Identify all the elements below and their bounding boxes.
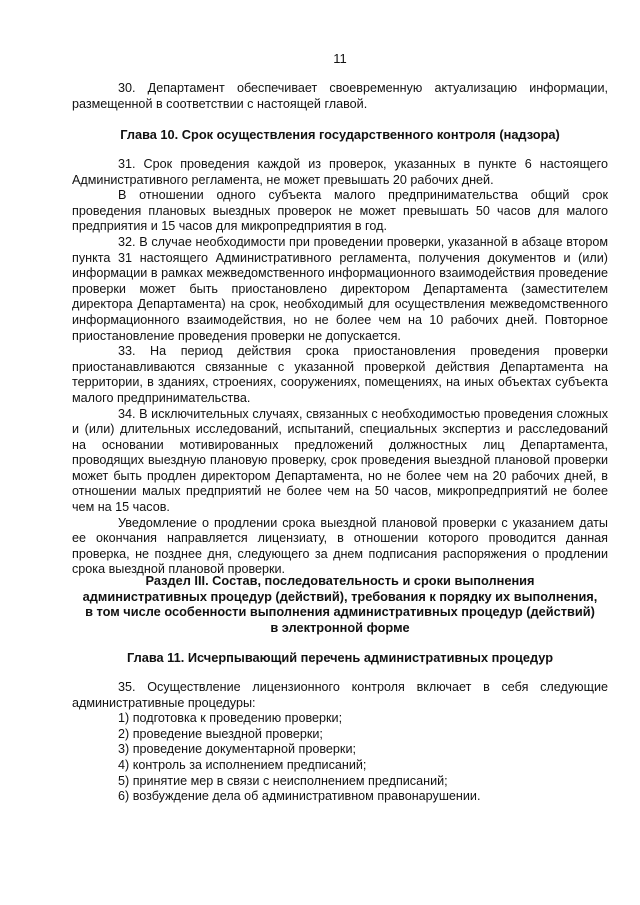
paragraph-35: 35. Осуществление лицензионного контроля включает в себя следующие административные процедуры: bbox=[72, 680, 608, 710]
section-3-title-line-4: в электронной форме bbox=[270, 619, 410, 635]
paragraph-34-second: Уведомление о продлении срока выездной плановой проверки с указанием даты ее окончания направляется лицензиату, в отношении которого проводится данная проверка, не позднее дня, следующего за днем подписания распоряжения о продлении срока выездной плановой проверки. bbox=[72, 515, 608, 577]
paragraph-34: 34. В исключительных случаях, связанных с необходимостью проведения сложных и (или) длительных исследований, испытаний, специальных экспертиз и расследований на основании мотивированных предложений должностных лиц Департамента, проводящих выездную плановую проверку, срок проведения выездной плановой проверки может быть продлен директором Департамента, но не более чем на 20 рабочих дней, в отношении малых предприятий не более чем на 50 часов, микропредприятий не более чем на 15 часов. bbox=[72, 406, 608, 515]
paragraph-31: 31. Срок проведения каждой из проверок, указанных в пункте 6 настоящего Административного регламента, не может превышать 20 рабочих дней. bbox=[72, 157, 608, 187]
section-3-title-line-1: Раздел III. Состав, последовательность и сроки выполнения bbox=[145, 573, 535, 588]
paragraph-30 bbox=[72, 81, 608, 112]
chapter-10-title: Глава 10. Срок осуществления государственного контроля (надзора) bbox=[120, 127, 560, 142]
list-item: 1) подготовка к проведению проверки; bbox=[118, 711, 343, 726]
list-item: 5) принятие мер в связи с неисполнением предписаний; bbox=[118, 773, 448, 788]
paragraph-32: 32. В случае необходимости при проведении проверки, указанной в абзаце втором пункта 31 настоящего Административного регламента, получения документов и (или) информации в рамках межведомственного информационного взаимодействия проведение проверки может быть приостановлено директором Департамента (заместителем директора Департамента) на срок, необходимый для осуществления межведомственного информационного взаимодействия, но не более чем на 10 рабочих дней. Повторное приостановление проведения проверки не допускается. bbox=[72, 234, 608, 343]
chapter-11-body bbox=[72, 680, 608, 805]
page-number: 11 bbox=[333, 51, 347, 66]
procedures-list bbox=[72, 711, 608, 805]
list-item: 2) проведение выездной проверки; bbox=[118, 726, 323, 741]
list-item: 3) проведение документарной проверки; bbox=[118, 742, 356, 757]
paragraph-30-text: 30. Департамент обеспечивает своевременную актуализацию информации, размещенной в соответствии с настоящей главой. bbox=[72, 81, 608, 111]
list-item: 4) контроль за исполнением предписаний; bbox=[118, 757, 367, 772]
list-item: 6) возбуждение дела об административном правонарушении. bbox=[118, 789, 481, 804]
paragraph-31-second: В отношении одного субъекта малого предпринимательства общий срок проведения плановых выездных проверок не может превышать 50 часов для малого предприятия и 15 часов для микропредприятия в год. bbox=[72, 188, 608, 234]
chapter-10-body bbox=[72, 157, 608, 578]
paragraph-33: 33. На период действия срока приостановления проведения проверки приостанавливаются связанные с указанной проверкой действия Департамента на территории, в зданиях, строениях, сооружениях, помещениях, на иных объектах субъекта малого предпринимательства. bbox=[72, 344, 608, 405]
chapter-11-title: Глава 11. Исчерпывающий перечень административных процедур bbox=[126, 650, 554, 665]
section-3-title bbox=[72, 573, 608, 635]
section-3-title-line-2: административных процедур (действий), требования к порядку их выполнения, bbox=[82, 588, 598, 604]
section-3-title-line-3: в том числе особенности выполнения административных процедур (действий) bbox=[85, 604, 595, 620]
